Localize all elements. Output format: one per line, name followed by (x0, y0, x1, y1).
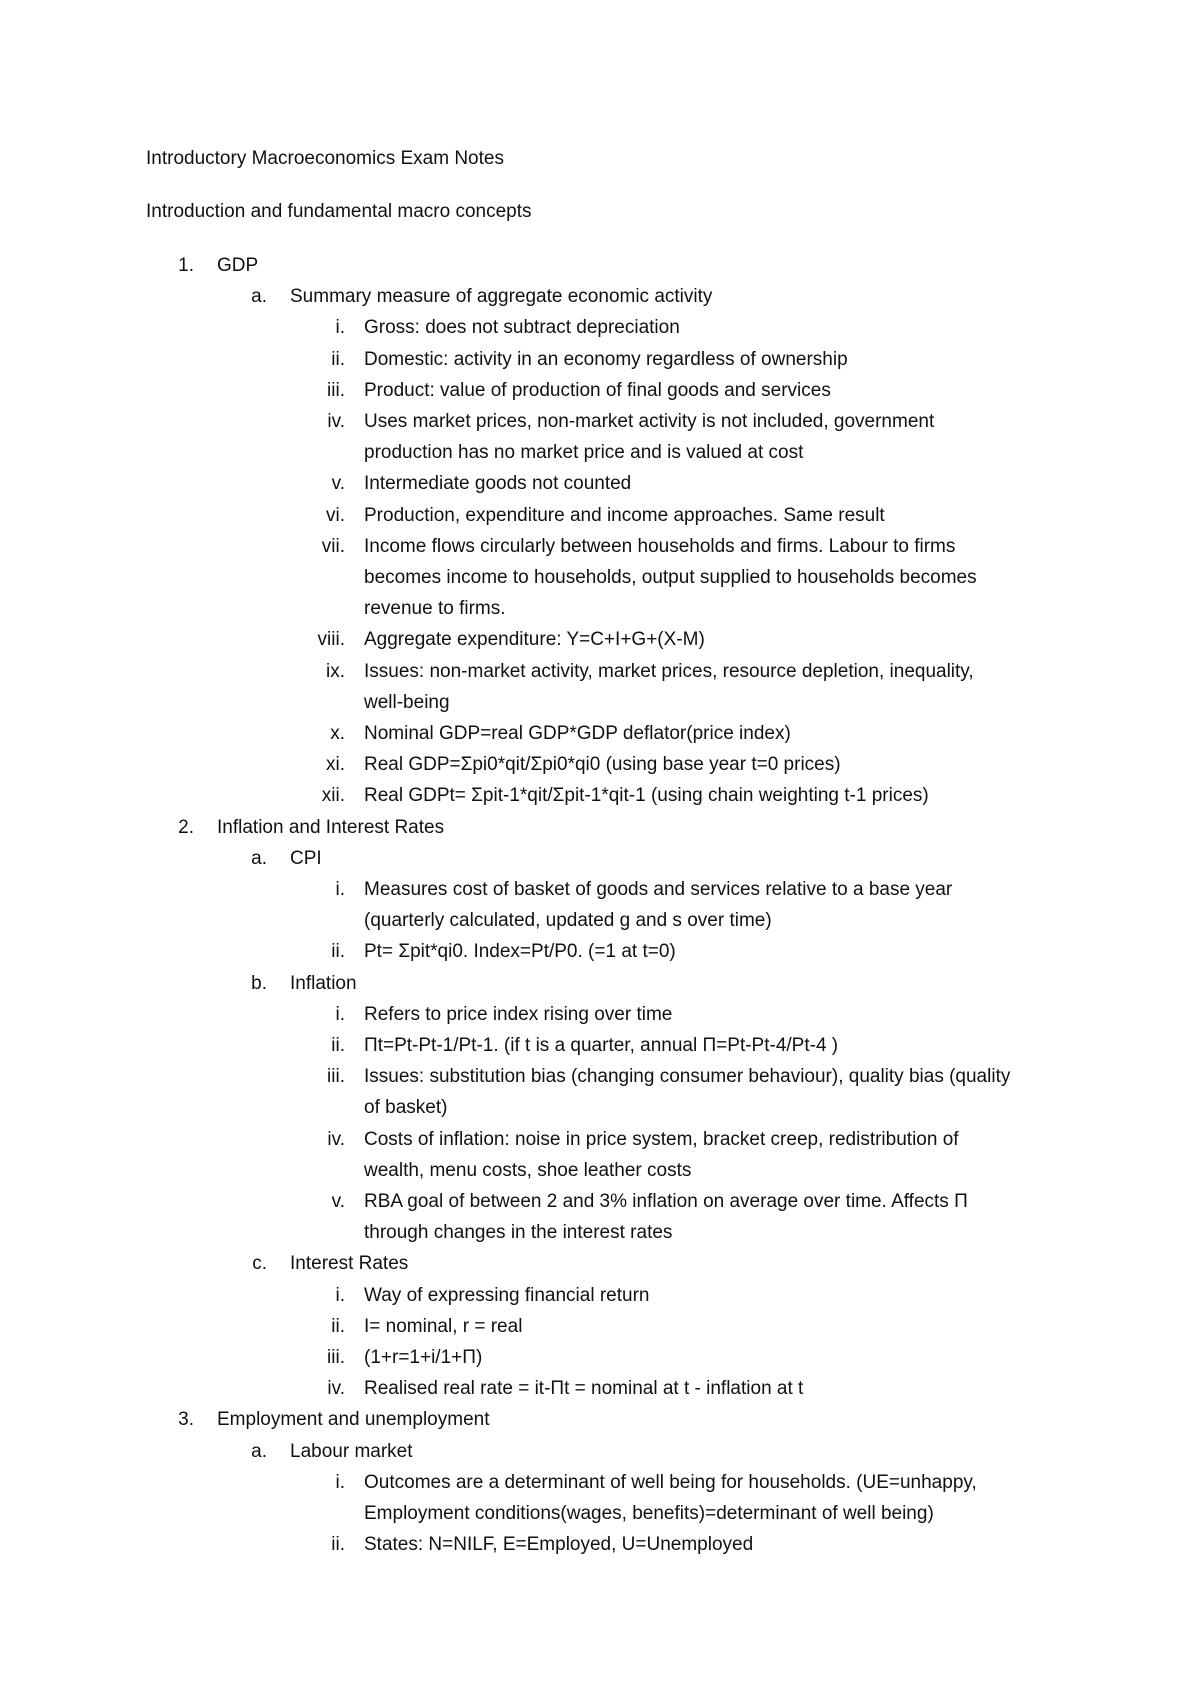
list-marker: v. (331, 1191, 345, 1212)
list-item-text: (1+r=1+i/1+Π) (364, 1347, 483, 1368)
list-item-text: well-being (364, 692, 450, 713)
list-item-text: wealth, menu costs, shoe leather costs (364, 1160, 692, 1181)
list-item-text: Pt= Σpit*qi0. Index=Pt/P0. (=1 at t=0) (364, 941, 676, 962)
list-marker: ii. (331, 941, 345, 962)
list-marker: vi. (326, 505, 345, 526)
list-item-text: Real GDP=Σpi0*qit/Σpi0*qi0 (using base year t=0 prices) (364, 754, 841, 775)
list-item-text: Refers to price index rising over time (364, 1004, 673, 1025)
list-item-text: Summary measure of aggregate economic activity (290, 286, 713, 307)
list-marker: v. (331, 473, 345, 494)
list-marker: 1. (178, 255, 194, 276)
list-marker: x. (330, 723, 345, 744)
list-item-text: Nominal GDP=real GDP*GDP deflator(price index) (364, 723, 791, 744)
list-item-text: Inflation (290, 973, 357, 994)
document-title: Introductory Macroeconomics Exam Notes (146, 148, 504, 169)
list-marker: 2. (178, 817, 194, 838)
list-marker: ii. (331, 1316, 345, 1337)
list-item-text: production has no market price and is valued at cost (364, 442, 804, 463)
list-marker: iv. (327, 1378, 345, 1399)
list-item-text: Way of expressing financial return (364, 1285, 650, 1306)
list-item-text: Outcomes are a determinant of well being for households. (UE=unhappy, (364, 1472, 977, 1493)
list-item-text: Production, expenditure and income approaches. Same result (364, 505, 885, 526)
list-item-text: Gross: does not subtract depreciation (364, 317, 680, 338)
list-item-text: Interest Rates (290, 1253, 409, 1274)
list-marker: iv. (327, 411, 345, 432)
list-marker: b. (251, 973, 267, 994)
list-marker: iii. (327, 1347, 345, 1368)
list-marker: a. (251, 286, 267, 307)
list-marker: ix. (326, 661, 345, 682)
list-item-text: Inflation and Interest Rates (217, 817, 445, 838)
list-item-text: GDP (217, 255, 259, 276)
list-marker: xi. (326, 754, 345, 775)
list-item-text: Realised real rate = it-Πt = nominal at t - inflation at t (364, 1378, 804, 1399)
list-item-text: Πt=Pt-Pt-1/Pt-1. (if t is a quarter, annual Π=Pt-Pt-4/Pt-4 ) (364, 1035, 839, 1056)
list-marker: c. (252, 1253, 267, 1274)
list-marker: i. (335, 1472, 345, 1493)
list-marker: ii. (331, 349, 345, 370)
list-marker: a. (251, 1441, 267, 1462)
list-item-text: of basket) (364, 1097, 448, 1118)
list-item-text: RBA goal of between 2 and 3% inflation on average over time. Affects Π (364, 1191, 968, 1212)
list-item-text: Issues: substitution bias (changing consumer behaviour), quality bias (quality (364, 1066, 1011, 1087)
list-item-text: I= nominal, r = real (364, 1316, 523, 1337)
list-item-text: States: N=NILF, E=Employed, U=Unemployed (364, 1534, 754, 1555)
list-item-text: Uses market prices, non-market activity is not included, government (364, 411, 935, 432)
list-item-text: Measures cost of basket of goods and services relative to a base year (364, 879, 953, 900)
list-item-text: Income flows circularly between households and firms. Labour to firms (364, 536, 956, 557)
list-marker: i. (335, 1285, 345, 1306)
list-item-text: Product: value of production of final goods and services (364, 380, 831, 401)
list-item-text: Aggregate expenditure: Y=C+I+G+(X-M) (364, 629, 705, 650)
list-marker: ii. (331, 1035, 345, 1056)
list-marker: i. (335, 1004, 345, 1025)
list-item-text: Labour market (290, 1441, 413, 1462)
list-marker: iii. (327, 1066, 345, 1087)
list-marker: iii. (327, 380, 345, 401)
list-item-text: becomes income to households, output supplied to households becomes (364, 567, 977, 588)
list-marker: i. (335, 879, 345, 900)
list-item-text: Intermediate goods not counted (364, 473, 632, 494)
list-item-text: revenue to firms. (364, 598, 506, 619)
list-item-text: through changes in the interest rates (364, 1222, 673, 1243)
list-item-text: Issues: non-market activity, market prices, resource depletion, inequality, (364, 661, 974, 682)
list-marker: xii. (321, 785, 345, 806)
list-marker: vii. (321, 536, 345, 557)
list-marker: 3. (178, 1409, 194, 1430)
list-item-text: Domestic: activity in an economy regardless of ownership (364, 349, 848, 370)
list-marker: i. (335, 317, 345, 338)
list-marker: a. (251, 848, 267, 869)
section-heading: Introduction and fundamental macro concepts (146, 201, 532, 222)
list-item-text: (quarterly calculated, updated g and s over time) (364, 910, 772, 931)
list-item-text: CPI (290, 848, 322, 869)
list-marker: iv. (327, 1129, 345, 1150)
list-item-text: Employment and unemployment (217, 1409, 490, 1430)
list-item-text: Employment conditions(wages, benefits)=determinant of well being) (364, 1503, 934, 1524)
list-marker: ii. (331, 1534, 345, 1555)
list-item-text: Real GDPt= Σpit-1*qit/Σpit-1*qit-1 (using chain weighting t-1 prices) (364, 785, 929, 806)
list-marker: viii. (317, 629, 345, 650)
list-item-text: Costs of inflation: noise in price system, bracket creep, redistribution of (364, 1129, 959, 1150)
